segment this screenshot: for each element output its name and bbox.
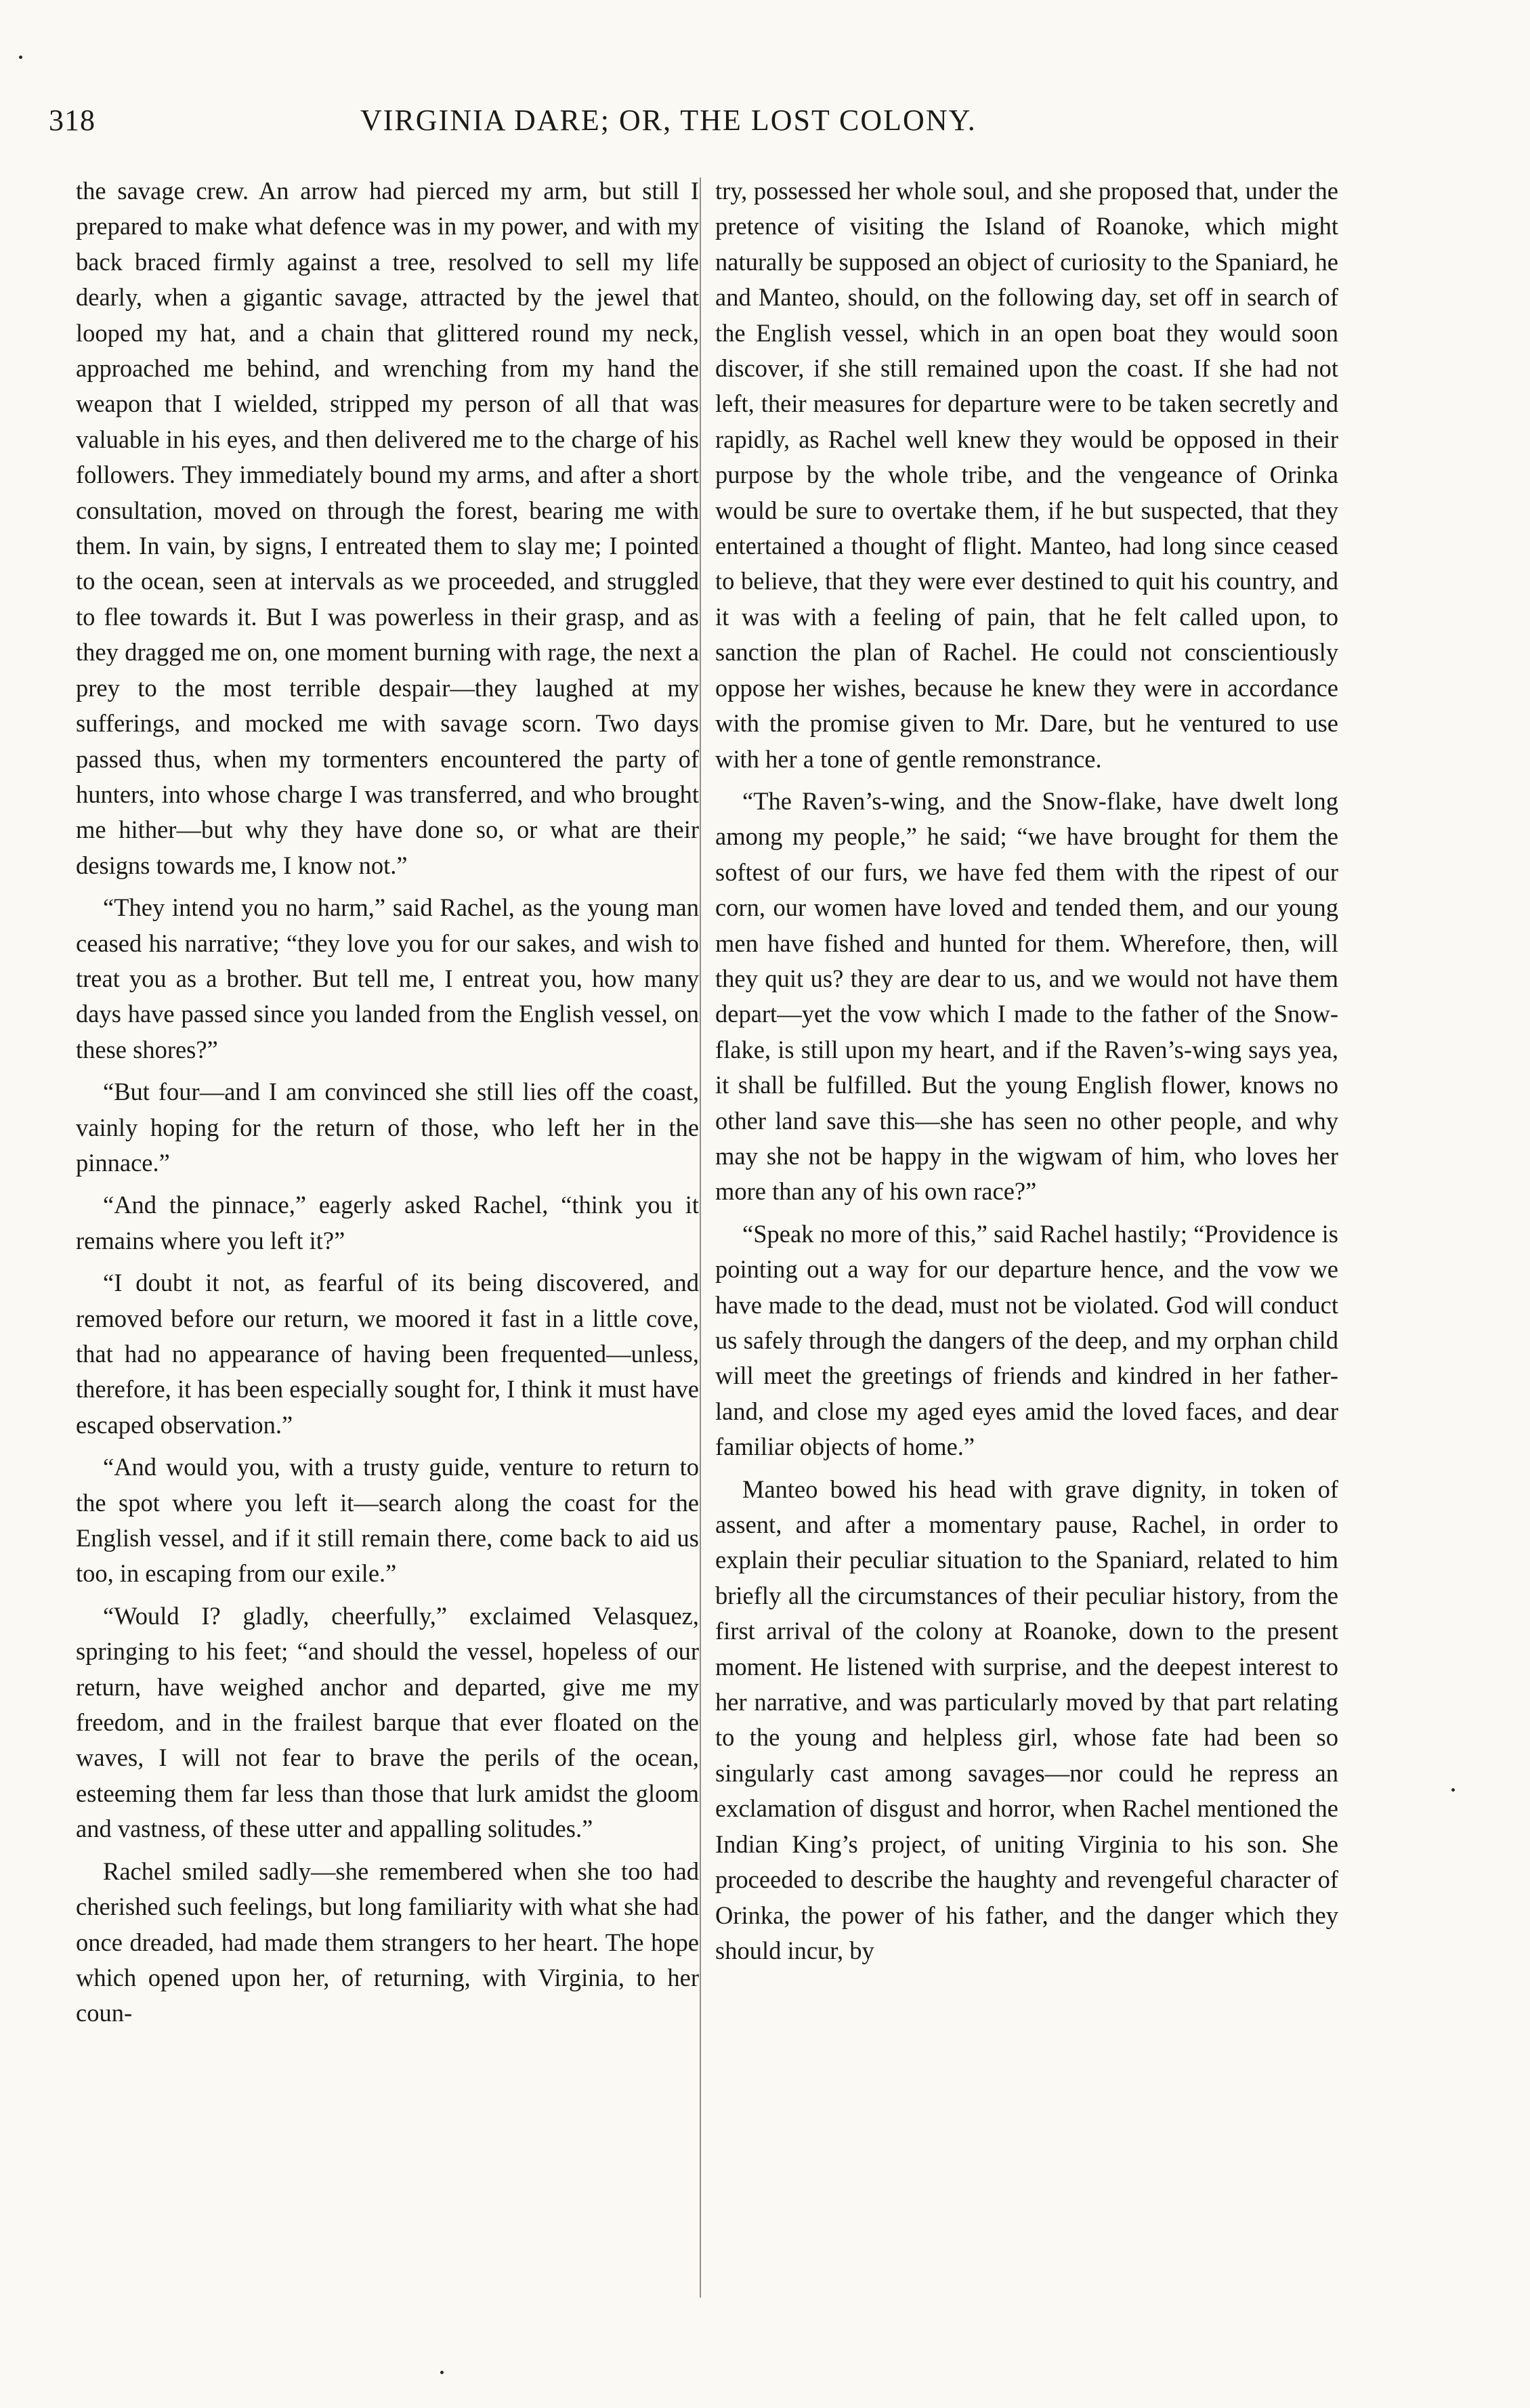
paragraph: “I doubt it not, as fearful of its being discovered, and removed before our return, we moored it fast in a little cove, that had no appearance of having been frequented—unless, therefore, it has been especially sought for, I think it must have escaped observation.”	[76, 1269, 699, 1439]
paragraph: “Would I? gladly, cheerfully,” exclaimed Velasquez, springing to his feet; “and should the vessel, hopeless of our return, have weighed anchor and departed, give me my freedom, and in the frailest barque that ever floated on the waves, I will not fear to brave the perils of the ocean, esteeming them far less than those that lurk amidst the gloom and vastness, of these utter and appalling solitudes.”	[76, 1601, 699, 1843]
paragraph: the savage crew. An arrow had pierced my arm, but still I prepared to make what defence was in my power, and with my back braced firmly against a tree, resolved to sell my life dearly, when a gigantic savage, attracted by the jewel that looped my hat, and a chain that glittered round my neck, approached me behind, and wrenching from my hand the weapon that I wielded, stripped my person of all that was valuable in his eyes, and then delivered me to the charge of his followers. They immediately bound my arms, and after a short consultation, moved on through the forest, bearing me with them. In vain, by signs, I entreated them to slay me; I pointed to the ocean, seen at intervals as we proceeded, and struggled to flee towards it. But I was powerless in their grasp, and as they dragged me on, one moment burning with rage, the next a prey to the most terrible despair—they laughed at my sufferings, and mocked me with savage scorn. Two days passed thus, when my tormenters encountered the party of hunters, into whose charge I was transferred, and who brought me hither—but why they have done so, or what are their designs towards me, I know not.”	[76, 177, 699, 879]
page-number: 318	[49, 104, 95, 137]
left-column	[76, 173, 699, 2038]
paragraph: “And would you, with a trusty guide, venture to return to the spot where you left it—search along the coast for the English vessel, and if it still remain there, come back to aid us too, in escaping from our exile.”	[76, 1453, 699, 1588]
paragraph: “They intend you no harm,” said Rachel, as the young man ceased his narrative; “they love you for our sakes, and wish to treat you as a brother. But tell me, I entreat you, how many days have passed since you landed from the English vessel, on these shores?”	[76, 893, 699, 1063]
print-speck	[19, 56, 22, 59]
paragraph: Manteo bowed his head with grave dignity, in token of assent, and after a momentary pause, Rachel, in order to explain their peculiar situation to the Spaniard, related to him briefly all the circumstances of their peculiar history, from the first arrival of the colony at Roanoke, down to the present moment. He listened with surprise, and the deepest interest to her narrative, and was particularly moved by that part relating to the young and helpless girl, whose fate had been so singularly cast among savages—nor could he repress an exclamation of disgust and horror, when Rachel mentioned the Indian King’s project, of uniting Virginia to his son. She proceeded to describe the haughty and revengeful character of Orinka, the power of his father, and the danger which they should incur, by	[715, 1475, 1338, 1964]
paragraph: “And the pinnace,” eagerly asked Rachel, “think you it remains where you left it?”	[76, 1191, 699, 1254]
column-divider	[700, 177, 701, 2298]
paragraph: “The Raven’s-wing, and the Snow-flake, have dwelt long among my people,” he said; “we have brought for them the softest of our furs, we have fed them with the ripest of our corn, our women have loved and tended them, and our young men have fished and hunted for them. Wherefore, then, will they quit us? they are dear to us, and we would not have them depart—yet the vow which I made to the father of the Snow-flake, is still upon my heart, and if the Raven’s-wing says yea, it shall be fulfilled. But the young English flower, knows no other land save this—she has seen no other people, and why may she not be happy in the wigwam of him, who loves her more than any of his own race?”	[715, 786, 1338, 1206]
paragraph: “But four—and I am convinced she still lies off the coast, vainly hoping for the return of those, who left her in the pinnace.”	[76, 1078, 699, 1177]
running-head	[49, 103, 1336, 150]
paragraph: “Speak no more of this,” said Rachel hastily; “Providence is pointing out a way for our departure hence, and the vow we have made to the dead, must not be violated. God will conduct us safely through the dangers of the deep, and my orphan child will meet the greetings of friends and kindred in her father-land, and close my aged eyes amid the loved faces, and dear familiar objects of home.”	[715, 1219, 1338, 1461]
right-column	[715, 173, 1338, 1975]
paragraph: try, possessed her whole soul, and she proposed that, under the pretence of visiting the Island of Roanoke, which might naturally be supposed an object of curiosity to the Spaniard, he and Manteo, should, on the following day, set off in search of the English vessel, which in an open boat they would soon discover, if she still remained upon the coast. If she had not left, their measures for departure were to be taken secretly and rapidly, as Rachel well knew they would be opposed in their purpose by the whole tribe, and the vengeance of Orinka would be sure to overtake them, if he but suspected, that they entertained a thought of flight. Manteo, had long since ceased to believe, that they were ever destined to quit his country, and it was with a feeling of pain, that he felt called upon, to sanction the plan of Rachel. He could not conscientiously oppose her wishes, because he knew they were in accordance with the promise given to Mr. Dare, but he ventured to use with her a tone of gentle remonstrance.	[715, 177, 1338, 773]
paragraph: Rachel smiled sadly—she remembered when she too had cherished such feelings, but long familiarity with what she had once dreaded, had made them strangers to her heart. The hope which opened upon her, of returning, with Virginia, to her coun-	[76, 1857, 699, 2027]
running-title: VIRGINIA DARE; OR, THE LOST COLONY.	[360, 104, 977, 137]
print-speck	[1451, 1788, 1455, 1792]
print-speck	[440, 2371, 444, 2374]
